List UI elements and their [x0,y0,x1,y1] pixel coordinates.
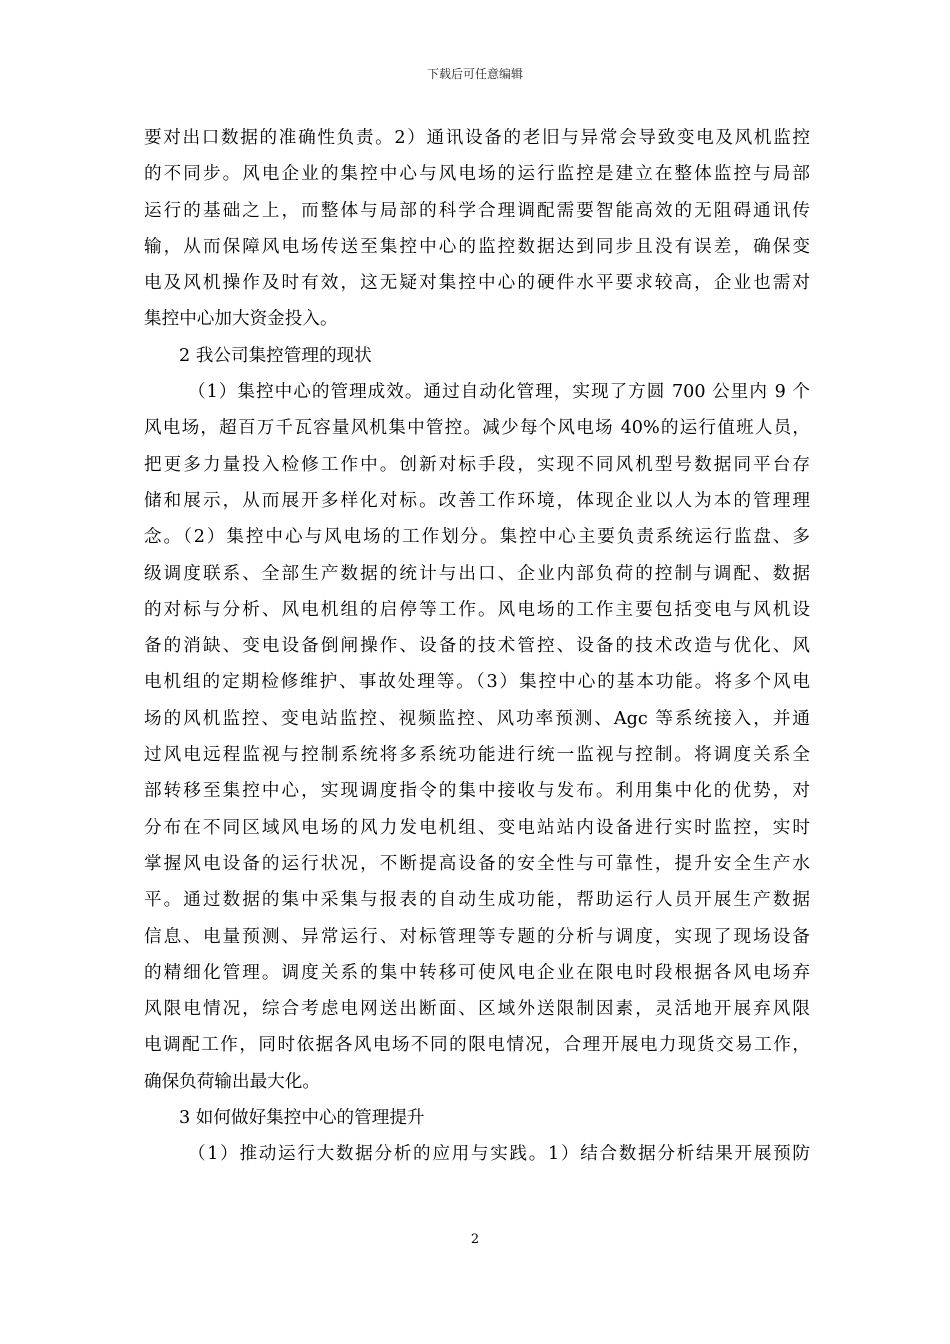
text-line: （1）集控中心的管理成效。通过自动化管理，实现了方圆 700 公里内 9 个 [188,382,810,403]
text-line: 念。（2）集控中心与风电场的工作划分。集控中心主要负责系统运行监盘、多 [144,527,810,548]
text-line: 分布在不同区域风电场的风力发电机组、变电站站内设备进行实时监控，实时 [144,817,810,838]
text-line: 掌握风电设备的运行状况，不断提高设备的安全性与可靠性，提升安全生产水 [144,853,810,874]
page-header: 下载后可任意编辑 [426,67,523,81]
text-line: 把更多力量投入检修工作中。创新对标手段，实现不同风机型号数据同平台存 [144,454,810,475]
text-line: 电调配工作，同时依据各风电场不同的限电情况，合理开展电力现货交易工作， [144,1035,810,1056]
text-line: 的不同步。风电企业的集控中心与风电场的运行监控是建立在整体监控与局部 [144,164,810,185]
text-line: 场的风机监控、变电站监控、视频监控、风功率预测、Agc 等系统接入，并通 [144,708,810,729]
page-number: 2 [470,1232,480,1247]
text-line: 运行的基础之上，而整体与局部的科学合理调配需要智能高效的无阻碍通讯传 [144,200,810,221]
text-line: （1）推动运行大数据分析的应用与实践。1）结合数据分析结果开展预防 [188,1144,810,1165]
section-heading: 2 我公司集控管理的现状 [179,345,372,366]
text-line: 信息、电量预测、异常运行、对标管理等专题的分析与调度，实现了现场设备 [144,926,810,947]
text-line: 风电场，超百万千瓦容量风机集中管控。减少每个风电场 40%的运行值班人员， [144,418,810,439]
section-heading: 3 如何做好集控中心的管理提升 [179,1108,425,1129]
text-line: 部转移至集控中心，实现调度指令的集中接收与发布。利用集中化的优势，对 [144,781,810,802]
text-line: 电机组的定期检修维护、事故处理等。（3）集控中心的基本功能。将多个风电 [144,672,810,693]
text-line: 风限电情况，综合考虑电网送出断面、区域外送限制因素，灵活地开展弃风限 [144,999,810,1020]
text-line: 储和展示，从而展开多样化对标。改善工作环境，体现企业以人为本的管理理 [144,490,810,511]
text-line: 平。通过数据的集中采集与报表的自动生成功能，帮助运行人员开展生产数据 [144,890,810,911]
document-body [144,120,810,1173]
text-line: 级调度联系、全部生产数据的统计与出口、企业内部负荷的控制与调配、数据 [144,563,810,584]
text-line: 集控中心加大资金投入。 [144,309,338,330]
text-line: 输，从而保障风电场传送至集控中心的监控数据达到同步且没有误差，确保变 [144,236,810,257]
text-line: 要对出口数据的准确性负责。2）通讯设备的老旧与异常会导致变电及风机监控 [144,128,810,148]
text-line: 确保负荷输出最大化。 [144,1071,320,1092]
text-line: 过风电远程监视与控制系统将多系统功能进行统一监视与控制。将调度关系全 [144,745,810,766]
text-line: 电及风机操作及时有效，这无疑对集控中心的硬件水平要求较高，企业也需对 [144,273,810,294]
text-line: 备的消缺、变电设备倒闸操作、设备的技术管控、设备的技术改造与优化、风 [144,636,810,657]
text-line: 的对标与分析、风电机组的启停等工作。风电场的工作主要包括变电与风机设 [144,599,810,620]
text-line: 的精细化管理。调度关系的集中转移可使风电企业在限电时段根据各风电场弃 [144,962,810,983]
